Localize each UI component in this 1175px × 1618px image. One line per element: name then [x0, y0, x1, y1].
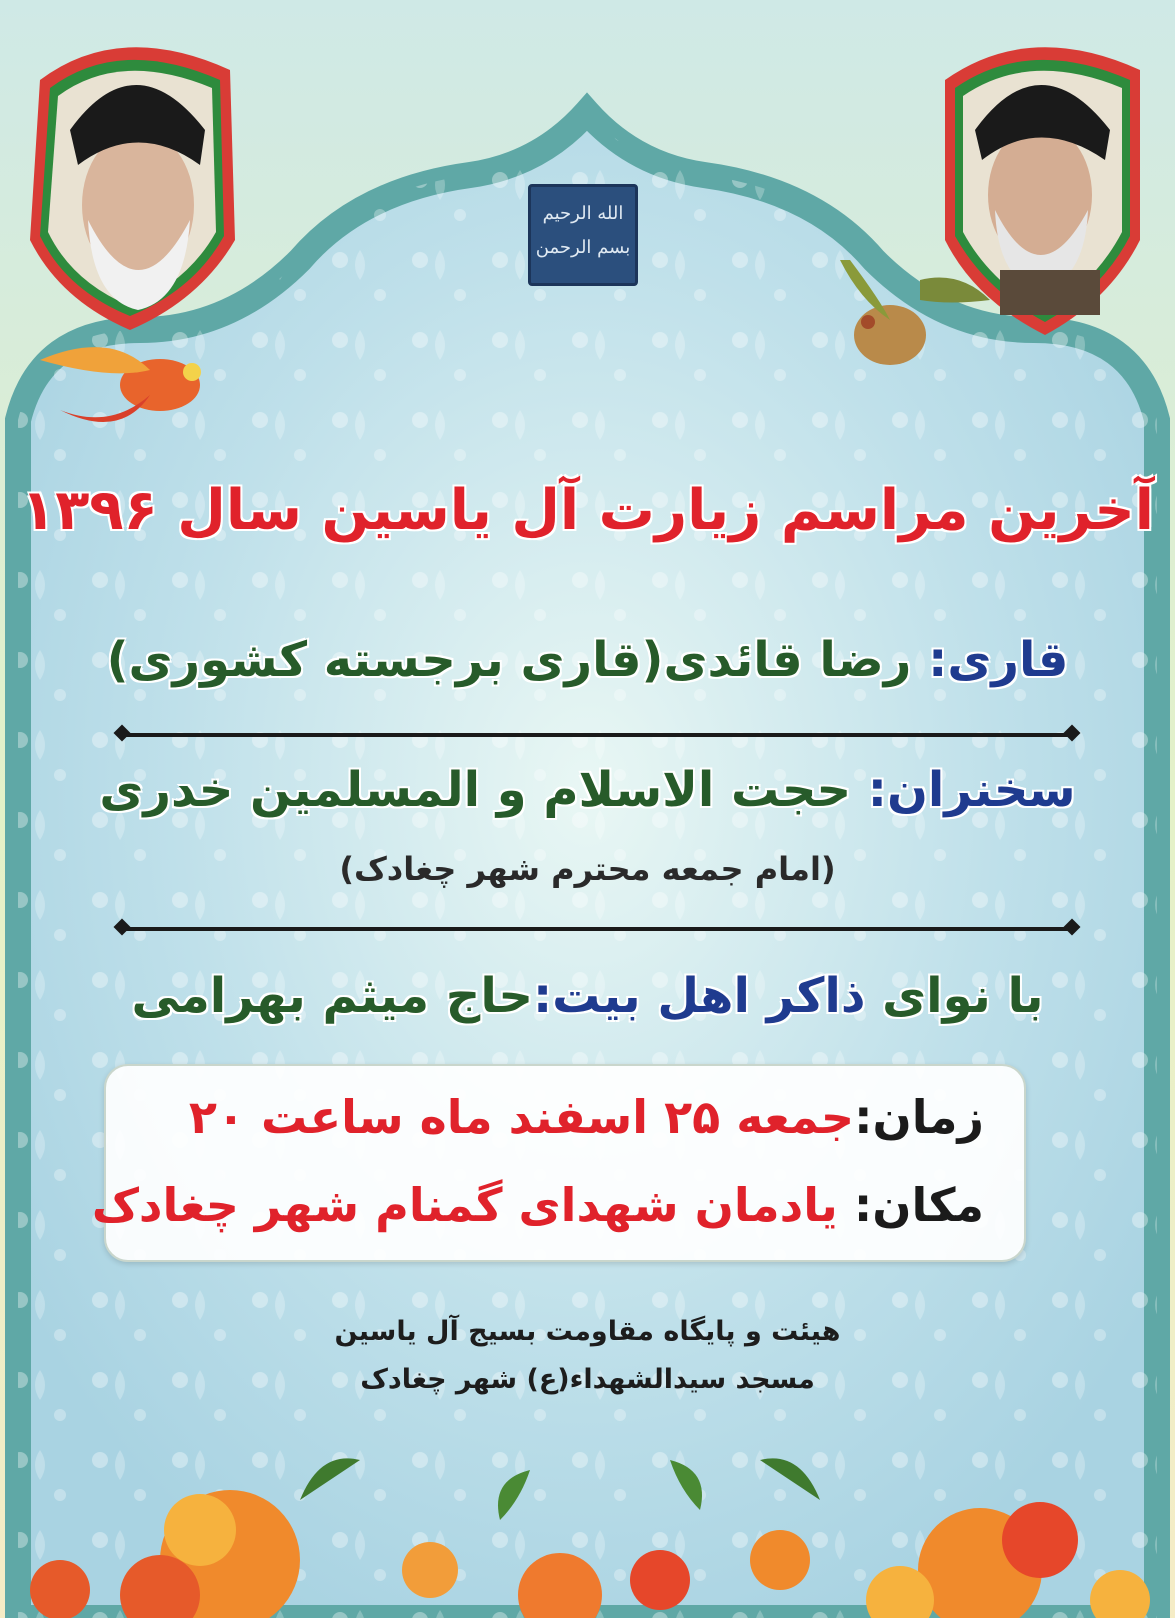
- eulogist-name: حاج میثم بهرامی: [131, 968, 533, 1024]
- time-value: جمعه ۲۵ اسفند ماه ساعت ۲۰: [188, 1090, 855, 1144]
- eulogist-role: ذاکر اهل بیت:: [532, 968, 866, 1024]
- reciter-line: [0, 632, 1175, 688]
- speaker-line: [0, 762, 1175, 818]
- time-line: [189, 1090, 984, 1144]
- calligraphy-tile: [528, 184, 638, 286]
- footer-line-1: هیئت و پایگاه مقاومت بسیج آل یاسین: [334, 1316, 841, 1347]
- divider-1: [124, 733, 1070, 737]
- calligraphy-line-2: بسم الرحمن: [535, 237, 631, 258]
- calligraphy-line-1: الله الرحیم: [542, 203, 624, 224]
- poster-title: آخرین مراسم زیارت آل یاسین سال ۱۳۹۶: [21, 478, 1154, 543]
- footer-line-2: مسجد سیدالشهداء(ع) شهر چغادک: [360, 1364, 815, 1395]
- reciter-label: قاری:: [928, 632, 1069, 688]
- place-label: مکان:: [853, 1178, 984, 1232]
- time-label: زمان:: [854, 1090, 984, 1144]
- speaker-value: حجت الاسلام و المسلمین خدری: [99, 762, 868, 818]
- eulogist-line: [0, 968, 1175, 1024]
- place-value: یادمان شهدای گمنام شهر چغادک: [91, 1178, 854, 1232]
- place-line: [92, 1178, 984, 1232]
- schedule-box: [91, 1064, 1026, 1262]
- reciter-value: رضا قائدی(قاری برجسته کشوری): [106, 632, 929, 688]
- speaker-note: (امام جمعه محترم شهر چغادک): [339, 850, 836, 888]
- eulogist-prefix: با نوای: [865, 968, 1044, 1024]
- divider-2: [124, 927, 1070, 931]
- speaker-label: سخنران:: [867, 762, 1076, 818]
